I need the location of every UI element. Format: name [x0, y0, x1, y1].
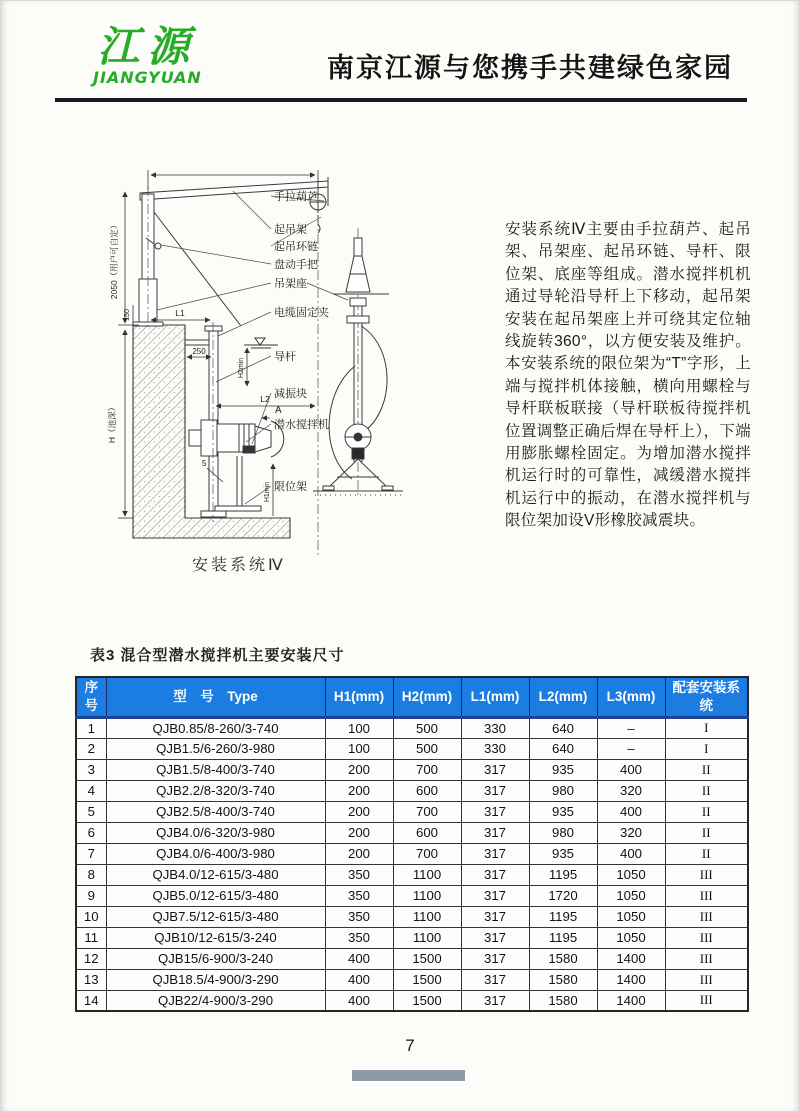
- diagram-label-limit-frame: 限位架: [274, 481, 307, 493]
- table-cell: 1500: [393, 990, 461, 1011]
- table-cell: 1195: [529, 906, 597, 927]
- column-header: L2(mm): [529, 677, 597, 717]
- table-cell: III: [665, 906, 748, 927]
- table-cell: 350: [325, 864, 393, 885]
- table-cell: 330: [461, 738, 529, 759]
- page-number: 7: [405, 1036, 415, 1055]
- diagram-label-cable-clamp: 电缆固定夹: [274, 307, 329, 319]
- table-cell: 350: [325, 927, 393, 948]
- installation-description: 安装系统Ⅳ主要由手拉葫芦、起吊架、吊架座、起吊环链、导杆、限位架、底座等组成。潜水搅拌机机通过导轮沿导杆上下移动，起吊架安装在起吊架座上并可绕其定位轴线旋转360°，以方便安装及维护。本安装系统的限位架为“T”字形，上端与搅拌机体接触，横向用螺栓与导杆联板联接（导杆联板待搅拌机位置调整正确后焊在导杆上），下端用膨胀螺栓固定。为增加潜水搅拌机运行时的可靠性，减缓潜水搅拌机运行中的振动，在潜水搅拌机与限位架加设V形橡胶减震块。: [505, 221, 751, 530]
- diagram-label-hanger-base: 吊架座: [274, 278, 307, 290]
- table-cell: 640: [529, 717, 597, 738]
- table-cell: 100: [325, 717, 393, 738]
- table-row: [76, 990, 748, 1011]
- diagram-label-guide-rod: 导杆: [274, 351, 296, 363]
- spec-table-head-row: [76, 677, 748, 717]
- diagram-label-hand-hoist: 手拉葫芦: [274, 191, 318, 203]
- table-row: [76, 759, 748, 780]
- dimension-h1min: H1min: [264, 481, 271, 503]
- table-row: [76, 969, 748, 990]
- table-cell: III: [665, 969, 748, 990]
- table-cell: 1195: [529, 864, 597, 885]
- page-header: [55, 18, 747, 102]
- table-cell: 400: [325, 969, 393, 990]
- table-cell: 200: [325, 801, 393, 822]
- table-cell: 1400: [597, 948, 665, 969]
- table-cell: 1720: [529, 885, 597, 906]
- table-cell: 317: [461, 780, 529, 801]
- table-cell: III: [665, 948, 748, 969]
- table-cell: 330: [461, 717, 529, 738]
- table-cell: 1100: [393, 885, 461, 906]
- dimension-mast-height: 2050（用户可自定）: [109, 220, 119, 300]
- table-row: [76, 822, 748, 843]
- table-cell: II: [665, 759, 748, 780]
- header-slogan: 南京江源与您携手共建绿色家园: [327, 53, 733, 84]
- table-cell: 5: [76, 801, 106, 822]
- table-cell: 317: [461, 843, 529, 864]
- table-cell: 400: [597, 843, 665, 864]
- table-cell: 980: [529, 780, 597, 801]
- dimension-l1: L1: [175, 308, 185, 318]
- table-cell: 1500: [393, 969, 461, 990]
- table-cell: 700: [393, 801, 461, 822]
- table-cell: 1500: [393, 948, 461, 969]
- table-cell: 4: [76, 780, 106, 801]
- installation-diagram: [95, 150, 495, 585]
- table-row: [76, 927, 748, 948]
- table-cell: 1050: [597, 864, 665, 885]
- table-cell: 200: [325, 822, 393, 843]
- table-cell: 500: [393, 717, 461, 738]
- dimension-weld-5: 5: [202, 459, 207, 468]
- table-cell: 200: [325, 780, 393, 801]
- table-cell: QJB4.0/12-615/3-480: [106, 864, 325, 885]
- table-cell: 7: [76, 843, 106, 864]
- section-marker-a: A: [275, 405, 282, 416]
- dimension-150: 150: [124, 309, 131, 321]
- table-cell: 1580: [529, 990, 597, 1011]
- table-cell: II: [665, 822, 748, 843]
- brand-logo: [93, 24, 202, 87]
- table-cell: 640: [529, 738, 597, 759]
- table-row: [76, 801, 748, 822]
- mixer-side-view: [313, 238, 403, 495]
- table-cell: 700: [393, 843, 461, 864]
- table-cell: 8: [76, 864, 106, 885]
- table-cell: 1050: [597, 885, 665, 906]
- table-cell: 320: [597, 780, 665, 801]
- table-cell: 2: [76, 738, 106, 759]
- table-cell: 317: [461, 948, 529, 969]
- table-cell: 400: [325, 990, 393, 1011]
- table-cell: 1100: [393, 906, 461, 927]
- brand-logo-chinese: 江源: [97, 22, 198, 71]
- table-cell: 200: [325, 843, 393, 864]
- diagram-label-lifting-frame: 起吊架: [274, 224, 307, 236]
- table-cell: 317: [461, 885, 529, 906]
- table-cell: 1: [76, 717, 106, 738]
- table-cell: QJB4.0/6-400/3-980: [106, 843, 325, 864]
- table-title: 表3 混合型潜水搅拌机主要安装尺寸: [90, 647, 345, 664]
- table-row: [76, 738, 748, 759]
- table-cell: QJB18.5/4-900/3-290: [106, 969, 325, 990]
- table-cell: 14: [76, 990, 106, 1011]
- spec-table-body: [76, 717, 748, 1011]
- diagram-label-lifting-chain: 起吊环链: [274, 241, 318, 253]
- table-cell: 1100: [393, 927, 461, 948]
- column-header: 序号: [76, 677, 106, 717]
- table-cell: 317: [461, 822, 529, 843]
- table-cell: QJB10/12-615/3-240: [106, 927, 325, 948]
- table-cell: 1400: [597, 990, 665, 1011]
- table-cell: 12: [76, 948, 106, 969]
- table-row: [76, 864, 748, 885]
- table-cell: 1100: [393, 864, 461, 885]
- table-cell: 1050: [597, 906, 665, 927]
- table-cell: 500: [393, 738, 461, 759]
- table-cell: 11: [76, 927, 106, 948]
- table-cell: QJB1.5/6-260/3-980: [106, 738, 325, 759]
- table-cell: 935: [529, 801, 597, 822]
- table-cell: 6: [76, 822, 106, 843]
- column-header: L1(mm): [461, 677, 529, 717]
- table-cell: I: [665, 738, 748, 759]
- table-cell: 700: [393, 759, 461, 780]
- table-row: [76, 717, 748, 738]
- table-cell: 400: [597, 801, 665, 822]
- table-cell: 100: [325, 738, 393, 759]
- table-cell: QJB4.0/6-320/3-980: [106, 822, 325, 843]
- table-cell: II: [665, 780, 748, 801]
- table-row: [76, 885, 748, 906]
- spec-table: [75, 676, 749, 1012]
- table-cell: I: [665, 717, 748, 738]
- installation-diagram-drawing: [95, 150, 495, 585]
- diagram-caption: 安装系统Ⅳ: [192, 557, 286, 574]
- column-header: 型 号 Type: [106, 677, 325, 717]
- table-cell: 317: [461, 906, 529, 927]
- table-row: [76, 843, 748, 864]
- table-cell: 317: [461, 927, 529, 948]
- table-cell: 1050: [597, 927, 665, 948]
- table-cell: QJB22/4-900/3-290: [106, 990, 325, 1011]
- table-cell: 320: [597, 822, 665, 843]
- table-cell: QJB1.5/8-400/3-740: [106, 759, 325, 780]
- diagram-label-damper-block: 减振块: [274, 388, 307, 400]
- table-cell: 3: [76, 759, 106, 780]
- table-cell: 317: [461, 864, 529, 885]
- table-cell: QJB5.0/12-615/3-480: [106, 885, 325, 906]
- table-row: [76, 948, 748, 969]
- table-cell: 350: [325, 906, 393, 927]
- dimension-250: 250: [192, 347, 206, 356]
- table-cell: 317: [461, 801, 529, 822]
- table-cell: 1580: [529, 969, 597, 990]
- table-cell: 935: [529, 759, 597, 780]
- table-cell: 1580: [529, 948, 597, 969]
- table-cell: QJB7.5/12-615/3-480: [106, 906, 325, 927]
- table-cell: 1195: [529, 927, 597, 948]
- table-cell: 980: [529, 822, 597, 843]
- table-cell: 9: [76, 885, 106, 906]
- table-cell: 1400: [597, 969, 665, 990]
- column-header: H2(mm): [393, 677, 461, 717]
- table-cell: QJB15/6-900/3-240: [106, 948, 325, 969]
- table-cell: QJB0.85/8-260/3-740: [106, 717, 325, 738]
- table-cell: 13: [76, 969, 106, 990]
- water-level-icon: [244, 338, 278, 348]
- table-row: [76, 906, 748, 927]
- table-cell: 317: [461, 759, 529, 780]
- brand-logo-latin: JIANGYUAN: [93, 68, 202, 88]
- table-cell: III: [665, 864, 748, 885]
- table-cell: 10: [76, 906, 106, 927]
- table-cell: 317: [461, 990, 529, 1011]
- table-cell: QJB2.2/8-320/3-740: [106, 780, 325, 801]
- table-cell: –: [597, 717, 665, 738]
- table-cell: 600: [393, 822, 461, 843]
- diagram-label-crank-handle: 盘动手把: [274, 259, 318, 271]
- diagram-label-mixer: 潜水搅拌机: [274, 419, 329, 431]
- table-cell: III: [665, 927, 748, 948]
- table-row: [76, 780, 748, 801]
- dimension-pool-depth: H（池深）: [107, 402, 117, 444]
- table-cell: 935: [529, 843, 597, 864]
- dimension-l2: L2: [260, 394, 270, 404]
- table-cell: III: [665, 990, 748, 1011]
- table-cell: QJB2.5/8-400/3-740: [106, 801, 325, 822]
- table-cell: –: [597, 738, 665, 759]
- column-header: 配套安装系统: [665, 677, 748, 717]
- column-header: L3(mm): [597, 677, 665, 717]
- column-header: H1(mm): [325, 677, 393, 717]
- table-cell: III: [665, 885, 748, 906]
- table-cell: 400: [325, 948, 393, 969]
- table-cell: II: [665, 801, 748, 822]
- table-cell: 200: [325, 759, 393, 780]
- footer-bar: [352, 1070, 465, 1081]
- dimension-h2min: H2min: [238, 357, 245, 379]
- table-cell: 350: [325, 885, 393, 906]
- table-cell: 317: [461, 969, 529, 990]
- table-cell: II: [665, 843, 748, 864]
- table-cell: 400: [597, 759, 665, 780]
- table-cell: 600: [393, 780, 461, 801]
